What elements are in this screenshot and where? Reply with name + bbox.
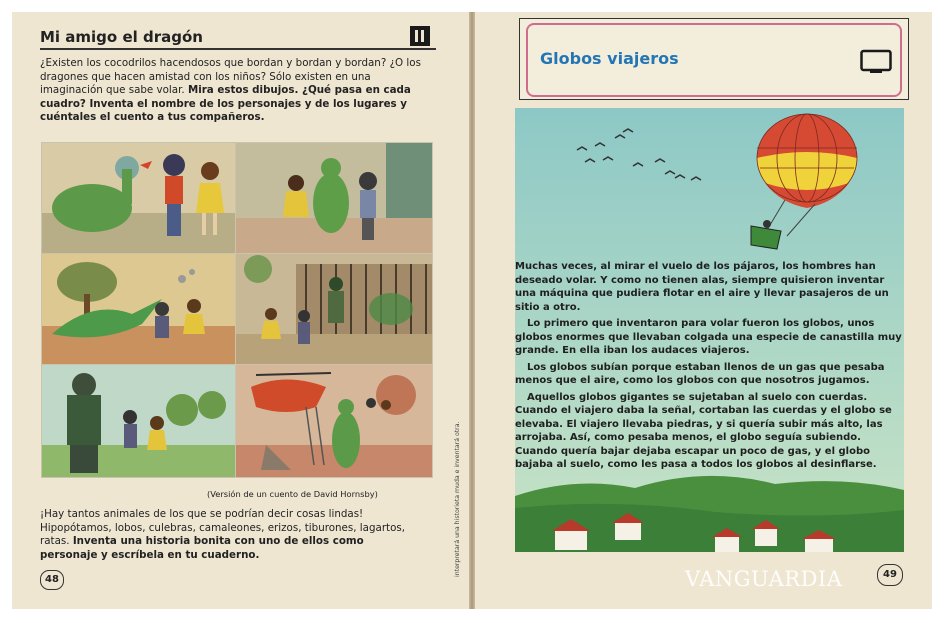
- title-inner-frame: [526, 23, 902, 97]
- title-frame: [519, 18, 909, 100]
- right-page-title: Globos viajeros: [540, 49, 679, 68]
- watermark: VANGUARDIA: [685, 567, 843, 591]
- left-page: [12, 12, 469, 609]
- vertical-margin-note: interpretará una historieta muda e inventará otra.: [454, 421, 461, 577]
- right-page: [475, 12, 932, 609]
- book-spread: [12, 12, 932, 609]
- left-page-title: Mi amigo el dragón: [40, 28, 203, 46]
- intro-bold: Mira estos dibujos. ¿Qué pasa en cada cuadro? Inventa el nombre de los personajes y de los lugares y cuéntales el cuento a tus compañeros.: [40, 84, 411, 123]
- comic-panel-6: [235, 364, 433, 478]
- story-paragraph-3: Los globos subían porque estaban llenos de un gas que pesaba menos que el aire, como los globos con que nosotros jugamos.: [515, 361, 885, 386]
- story-text: [515, 260, 904, 475]
- page-number-right: 49: [877, 564, 903, 586]
- bottom-text: [40, 508, 410, 562]
- comic-panel-3: [41, 253, 236, 365]
- comic-panel-1: [41, 142, 236, 254]
- bottom-plain: ¡Hay tantos animales de los que se podrían decir cosas lindas! Hipopótamos, lobos, culebras, camaleones, erizos, tiburones, lagartos, ratas.: [40, 508, 406, 547]
- story-paragraph-4: Aquellos globos gigantes se sujetaban al suelo con cuerdas. Cuando el viajero daba la señal, cortaban las cuerdas y el globo se elevaba. El viajero llevaba piedras, y si quería subir más alto, las arrojaba. Así, como pesaba menos, el globo seguía subiendo. Cuando quería bajar dejaba escapar un poco de gas, y el globo bajaba al suelo, como les pasa a todos los globos al desinflarse.: [515, 391, 892, 470]
- story-paragraph-1: Muchas veces, al mirar el vuelo de los pájaros, los hombres han deseado volar. Y como no tienen alas, siempre quisieron inventar una máquina que pudiera flotar en el aire y llevar pasajeros de un sitio a otro.: [515, 261, 889, 313]
- title-rule: [40, 48, 436, 50]
- story-credit: (Versión de un cuento de David Hornsby): [207, 489, 378, 499]
- story-paragraph-2: Lo primero que inventaron para volar fueron los globos, unos globos enormes que llevaban colgada una especie de canastilla muy grande. En ella iban los audaces viajeros.: [515, 318, 902, 356]
- bottom-bold: Inventa una historia bonita con uno de ellos como personaje y escríbela en tu cuaderno.: [40, 535, 364, 561]
- comic-panel-2: [235, 142, 433, 254]
- comic-grid: [41, 142, 431, 476]
- intro-plain: ¿Existen los cocodrilos hacendosos que bordan y bordan y bordan? ¿O los dragones que hacen amistad con los niños? Sólo existen en una imaginación que sabe volar.: [40, 57, 421, 96]
- left-page-icon: [410, 26, 430, 46]
- intro-text: [40, 57, 435, 125]
- book-icon: [860, 49, 892, 73]
- comic-panel-5: [41, 364, 236, 478]
- comic-panel-4: [235, 253, 433, 365]
- page-number-left: 48: [40, 570, 64, 590]
